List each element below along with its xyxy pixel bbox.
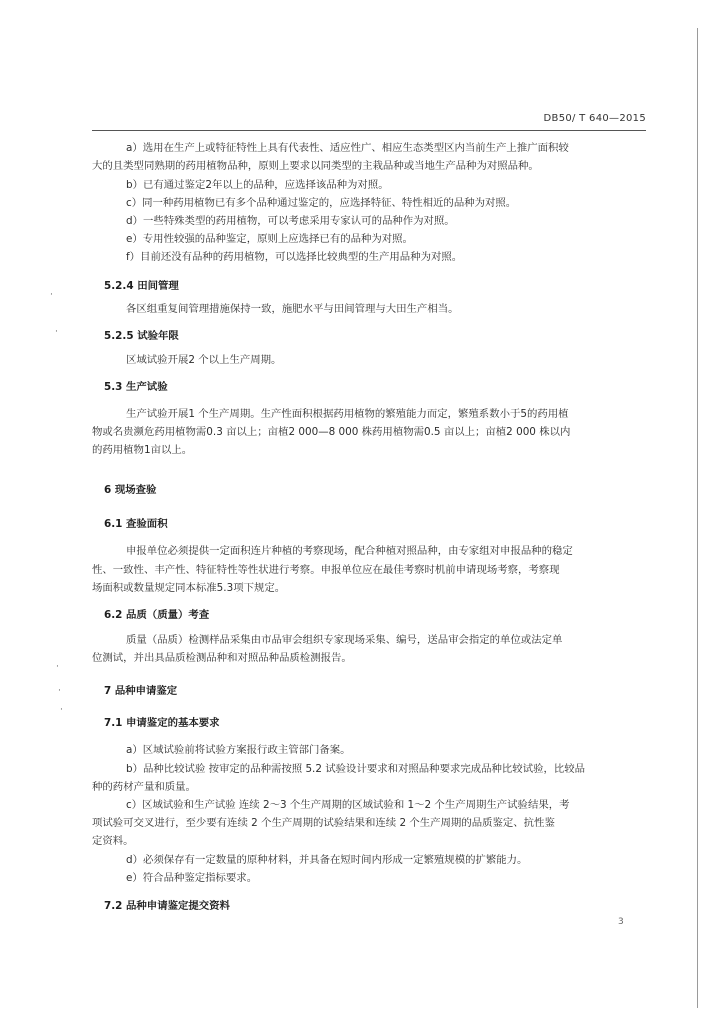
section-heading-6-1: 6.1 查验面积 bbox=[104, 518, 168, 530]
paragraph-7-1-c-line-3: 定资料。 bbox=[92, 835, 134, 847]
section-heading-7-2: 7.2 品种申请鉴定提交资料 bbox=[104, 900, 230, 912]
paragraph-a: a）选用在生产上或特征特性上具有代表性、适应性广、相应生态类型区内当前生产上推广面积较 bbox=[126, 142, 569, 154]
paragraph-7-1-d: d）必须保存有一定数量的原种材料，并具备在短时间内形成一定繁殖规模的扩繁能力。 bbox=[126, 854, 528, 866]
scan-edge-line bbox=[697, 28, 698, 1008]
paragraph-6-1-line-3: 场面积或数量规定同本标准5.3项下规定。 bbox=[92, 582, 286, 594]
page-number: 3 bbox=[618, 917, 624, 927]
paragraph-7-1-b-line-2: 种的药材产量和质量。 bbox=[92, 781, 196, 793]
scan-speck: · bbox=[50, 290, 53, 300]
standard-code: DB50/ T 640—2015 bbox=[543, 113, 646, 124]
scan-speck: · bbox=[55, 327, 58, 337]
scan-speck: · bbox=[60, 705, 63, 715]
paragraph-6-1-line-2: 性、一致性、丰产性、特征特性等性状进行考察。申报单位应在最佳考察时机前申请现场考察，考察现 bbox=[92, 564, 560, 576]
paragraph-a-continued: 大的且类型同熟期的药用植物品种，原则上要求以同类型的主栽品种或当地生产品种为对照品种。 bbox=[92, 160, 539, 172]
section-heading-6-2: 6.2 品质（质量）考查 bbox=[104, 609, 210, 621]
paragraph-c: c）同一种药用植物已有多个品种通过鉴定的，应选择特征、特性相近的品种为对照。 bbox=[126, 197, 517, 209]
paragraph-6-2-line-1: 质量（品质）检测样品采集由市品审会组织专家现场采集、编号，送品审会指定的单位或法定单 bbox=[126, 634, 563, 646]
paragraph-f: f）目前还没有品种的药用植物，可以选择比较典型的生产用品种为对照。 bbox=[126, 251, 463, 263]
scan-speck: · bbox=[58, 686, 61, 696]
paragraph-5-3-line-2: 物或名贵濒危药用植物需0.3 亩以上；亩植2 000—8 000 株药用植物需0.5 亩以上；亩植2 000 株以内 bbox=[92, 426, 571, 438]
section-heading-6: 6 现场查验 bbox=[104, 484, 157, 496]
paragraph-5-3-line-3: 的药用植物1亩以上。 bbox=[92, 444, 193, 456]
section-heading-7: 7 品种申请鉴定 bbox=[104, 685, 178, 697]
paragraph-7-1-e: e）符合品种鉴定指标要求。 bbox=[126, 872, 258, 884]
section-heading-7-1: 7.1 申请鉴定的基本要求 bbox=[104, 717, 220, 729]
paragraph-6-1-line-1: 申报单位必须提供一定面积连片种植的考察现场，配合种植对照品种，由专家组对申报品种的稳定 bbox=[126, 545, 573, 557]
paragraph-5-3-line-1: 生产试验开展1 个生产周期。生产性面积根据药用植物的繁殖能力而定，繁殖系数小于5的药用植 bbox=[126, 408, 569, 420]
section-heading-5-2-5: 5.2.5 试验年限 bbox=[104, 330, 179, 342]
paragraph-d: d）一些特殊类型的药用植物，可以考虑采用专家认可的品种作为对照。 bbox=[126, 215, 455, 227]
paragraph-6-2-line-2: 位测试，并出具品质检测品种和对照品种品质检测报告。 bbox=[92, 652, 352, 664]
paragraph-b: b）已有通过鉴定2年以上的品种，应选择该品种为对照。 bbox=[126, 179, 389, 191]
paragraph-5-2-4: 各区组重复间管理措施保持一致，施肥水平与田间管理与大田生产相当。 bbox=[126, 303, 459, 315]
paragraph-5-2-5: 区域试验开展2 个以上生产周期。 bbox=[126, 354, 282, 366]
scan-speck: · bbox=[56, 662, 59, 672]
paragraph-7-1-c-line-2: 项试验可交叉进行，至少要有连续 2 个生产周期的试验结果和连续 2 个生产周期的品质鉴定、抗性鉴 bbox=[92, 817, 555, 829]
section-heading-5-2-4: 5.2.4 田间管理 bbox=[104, 280, 179, 292]
section-heading-5-3: 5.3 生产试验 bbox=[104, 381, 168, 393]
paragraph-7-1-c-line-1: c）区域试验和生产试验 连续 2～3 个生产周期的区域试验和 1～2 个生产周期生产试验结果，考 bbox=[126, 799, 570, 811]
paragraph-e: e）专用性较强的品种鉴定，原则上应选择已有的品种为对照。 bbox=[126, 233, 413, 245]
header-rule bbox=[92, 130, 646, 131]
paragraph-7-1-a: a）区域试验前将试验方案报行政主管部门备案。 bbox=[126, 744, 351, 756]
paragraph-7-1-b-line-1: b）品种比较试验 按审定的品种需按照 5.2 试验设计要求和对照品种要求完成品种比较试验，比较品 bbox=[126, 763, 586, 775]
